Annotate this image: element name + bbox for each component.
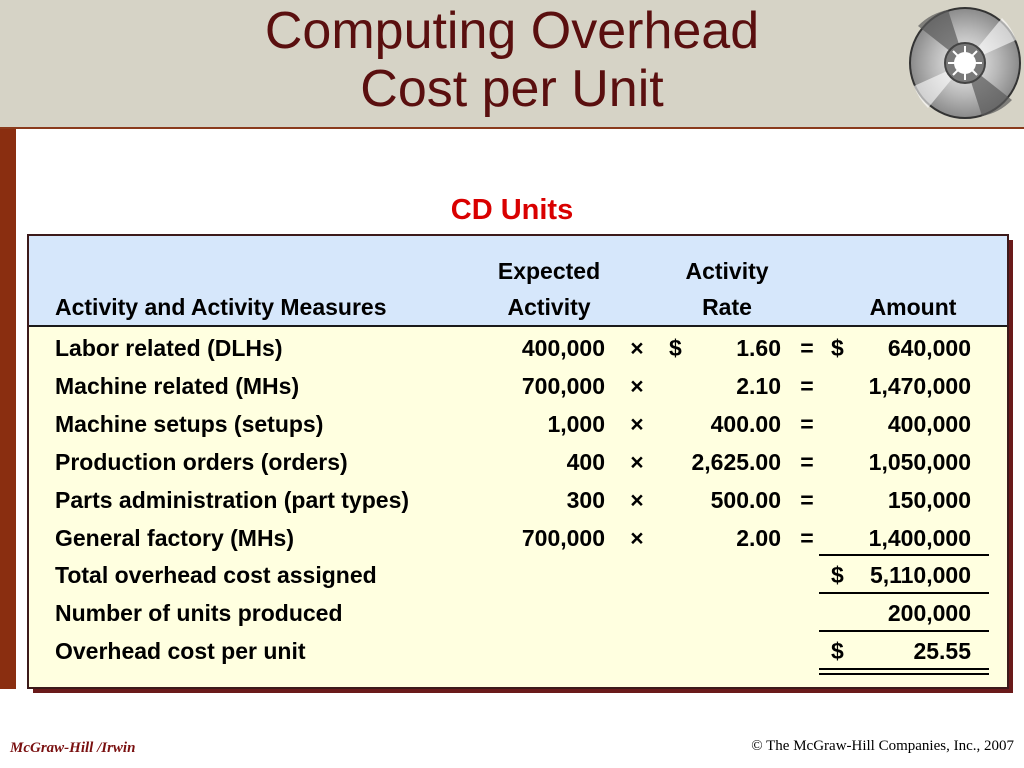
multiply-sign: × (630, 411, 644, 437)
multiply-sign: × (630, 335, 644, 361)
header-rate-line2: Rate (702, 294, 752, 320)
equals-sign: = (800, 411, 814, 437)
row-amount: 640,000 (887, 335, 971, 361)
row-name: Machine setups (setups) (55, 411, 324, 437)
double-rule-top (819, 668, 989, 670)
divisor-rule (819, 630, 989, 632)
row-amount: 1,050,000 (868, 449, 971, 475)
row-name: Parts administration (part types) (55, 487, 410, 513)
row-rate: 2,625.00 (691, 449, 781, 475)
total-row-amount: 5,110,000 (869, 562, 971, 588)
copyright-label: © The McGraw-Hill Companies, Inc., 2007 (751, 738, 1014, 754)
total-row-amount: 25.55 (913, 638, 971, 664)
total-row-amount: 200,000 (887, 600, 971, 626)
row-amount: 1,400,000 (868, 525, 971, 551)
row-expected: 300 (566, 487, 605, 513)
double-rule-bottom (819, 673, 989, 675)
header-amount: Amount (869, 294, 957, 320)
row-expected: 1,000 (547, 411, 605, 437)
multiply-sign: × (630, 449, 644, 475)
total-row-name: Total overhead cost assigned (55, 562, 377, 588)
header-expected-line2: Activity (507, 294, 591, 320)
table-header (29, 236, 1007, 327)
total-rule (819, 592, 989, 594)
equals-sign: = (800, 487, 814, 513)
row-rate: 500.00 (710, 487, 781, 513)
rate-dollar-sign: $ (669, 335, 682, 361)
total-row-name: Number of units produced (55, 600, 343, 626)
equals-sign: = (800, 335, 814, 361)
row-rate: 1.60 (736, 335, 781, 361)
row-name: General factory (MHs) (55, 525, 295, 551)
cd-disc-icon (908, 6, 1022, 120)
total-row-name: Overhead cost per unit (55, 638, 306, 664)
cost-table-panel (27, 234, 1009, 689)
row-rate: 2.00 (736, 525, 781, 551)
slide-title (0, 2, 1024, 118)
multiply-sign: × (630, 373, 644, 399)
table-subtitle: CD Units (450, 194, 574, 226)
slide-title-line2: Cost per Unit (360, 60, 664, 118)
amount-dollar-sign: $ (831, 335, 844, 361)
header-activity: Activity and Activity Measures (55, 294, 387, 320)
equals-sign: = (800, 525, 814, 551)
slide-title-line1: Computing Overhead (264, 2, 760, 60)
multiply-sign: × (630, 487, 644, 513)
row-amount: 150,000 (887, 487, 971, 513)
row-name: Machine related (MHs) (55, 373, 300, 399)
row-rate: 400.00 (710, 411, 781, 437)
amount-dollar-sign: $ (831, 638, 844, 664)
row-expected: 700,000 (521, 373, 605, 399)
equals-sign: = (800, 449, 814, 475)
row-expected: 400 (566, 449, 605, 475)
multiply-sign: × (630, 525, 644, 551)
amount-dollar-sign: $ (831, 562, 844, 588)
row-name: Production orders (orders) (55, 449, 348, 475)
subtotal-rule (819, 554, 989, 556)
row-amount: 400,000 (887, 411, 971, 437)
header-rate-line1: Activity (685, 258, 769, 284)
row-amount: 1,470,000 (868, 373, 971, 399)
publisher-label: McGraw-Hill /Irwin (10, 740, 136, 756)
row-name: Labor related (DLHs) (55, 335, 283, 361)
equals-sign: = (800, 373, 814, 399)
row-rate: 2.10 (736, 373, 781, 399)
row-expected: 700,000 (521, 525, 605, 551)
header-expected-line1: Expected (497, 258, 601, 284)
row-expected: 400,000 (521, 335, 605, 361)
